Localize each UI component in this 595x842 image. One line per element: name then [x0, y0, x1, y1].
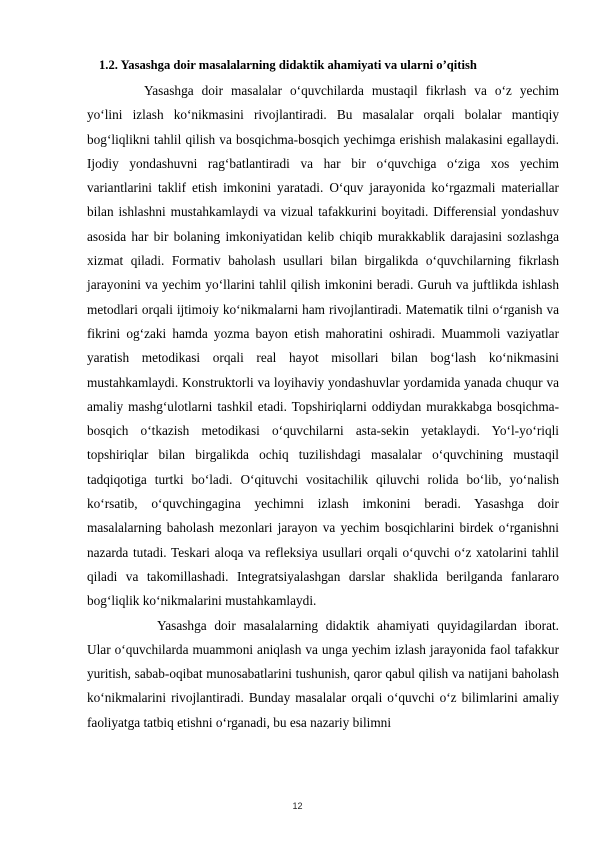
section-heading: 1.2. Yasashga doir masalalarning didaktik ahamiyati va ularni o’qitish [99, 58, 477, 72]
paragraph-1: Yasashga doir masalalar o‘quvchilarda mustaqil fikrlash va o‘z yechim yo‘lini izlash ko‘nikmasini rivojlantiradi. Bu masalalar orqali bolalar mantiqiy bog‘liqlikni tahlil qilish va bosqichma-bosqich yechimga erishish malakasini egallaydi. Ijodiy yondashuvni rag‘batlantiradi va har bir o‘quvchiga o‘ziga xos yechim variantlarini taklif etish imkonini yaratadi. O‘quv jarayonida ko‘rgazmali materiallar bilan ishlashni mustahkamlaydi va vizual tafakkurini boyitadi. Differensial yondashuv asosida har bir bolaning imkoniyatidan kelib chiqib murakkablik darajasini sozlashga xizmat qiladi. Formativ baholash usullari bilan birgalikda o‘quvchilarning fikrlash jarayonini va yechim yo‘llarini tahlil qilish imkonini beradi. Guruh va juftlikda ishlash metodlari orqali ijtimoiy ko‘nikmalarni ham rivojlantiradi. Matematik tilni o‘rganish va fikrini og‘zaki hamda yozma bayon etish mahoratini oshiradi. Muammoli vaziyatlar yaratish metodikasi orqali real hayot misollari bilan bog‘lash ko‘nikmasini mustahkamlaydi. Konstruktorli va loyihaviy yondashuvlar yordamida yanada chuqur va amaliy mashg‘ulotlarni tashkil etadi. Topshiriqlarni oddiydan murakkabga bosqichma-bosqich o‘tkazish metodikasi o‘quvchilarni asta-sekin yetaklaydi. Yo‘l-yo‘riqli topshiriqlar bilan birgalikda ochiq tuzilishdagi masalalar o‘quvchining mustaqil tadqiqotiga turtki bo‘ladi. O‘qituvchi vositachilik qiluvchi rolida bo‘lib, yo‘nalish ko‘rsatib, o‘quvchingagina yechimni izlash imkonini beradi. Yasashga doir masalalarning baholash mezonlari jarayon va yechim bosqichlarini birdek o‘rganishni nazarda tutadi. Teskari aloqa va refleksiya usullari orqali o‘quvchi o‘z xatolarini tahlil qiladi va takomillashadi. Integratsiyalashgan darslar shaklida berilganda fanlararo bog‘liqlik ko‘nikmalarini mustahkamlaydi. [87, 83, 559, 609]
paragraph-2: Yasashga doir masalalarning didaktik ahamiyati quyidagilardan iborat. Ular o‘quvchilarda muammoni aniqlash va unga yechim izlash jarayonida faol tafakkur yuritish, sabab-oqibat munosabatlarini tushunish, qaror qabul qilish va natijani baholash ko‘nikmalarini rivojlantiradi. Bunday masalalar orqali o‘quvchi o‘z bilimlarini amaliy faoliyatga tatbiq etishni o‘rganadi, bu esa nazariy bilimni [87, 617, 559, 730]
page-number: 12 [292, 801, 303, 811]
body-text [87, 79, 559, 735]
